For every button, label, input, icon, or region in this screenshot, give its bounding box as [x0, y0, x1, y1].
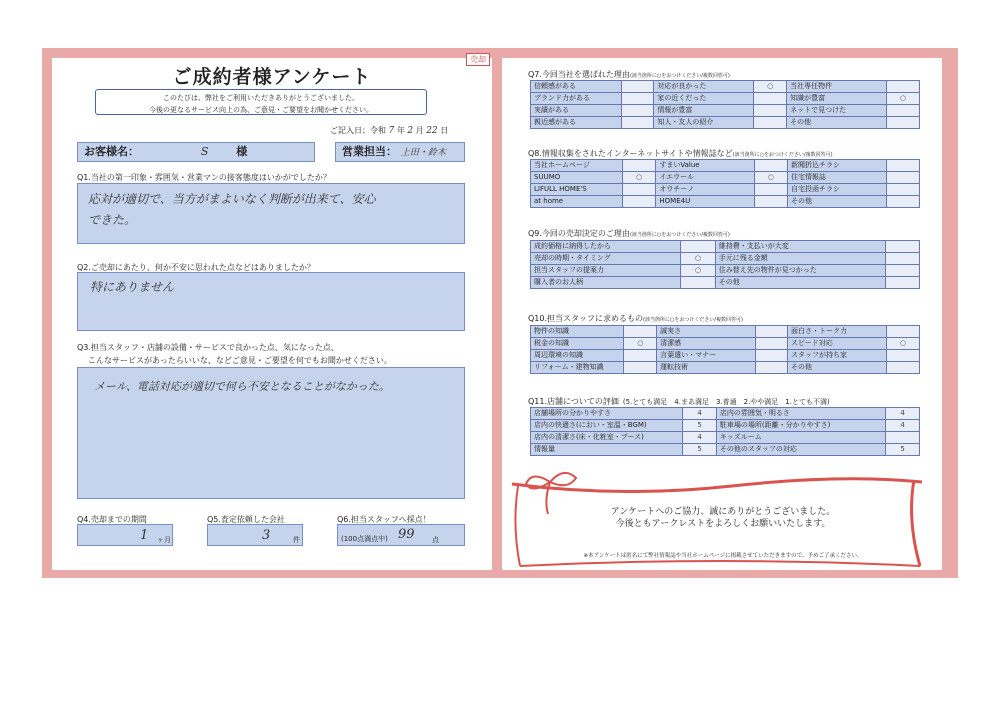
q8-option-label: 当社ホームページ [531, 160, 623, 172]
q3-answer-box [77, 367, 465, 499]
intro-line-1: このたびは、弊社をご利用いただきありがとうございました。 [163, 94, 359, 102]
q7-option-label: 知人・友人の紹介 [654, 117, 754, 129]
q11-option-mark[interactable]: 4 [886, 408, 920, 420]
q10-title: Q10.担当スタッフに求めるもの(該当箇所に○をおつけください/複数回答可) [528, 314, 743, 323]
q7-option-mark[interactable] [622, 105, 654, 117]
q8-option-mark[interactable] [887, 196, 920, 208]
q9-option-mark[interactable]: ○ [681, 253, 716, 265]
q10-option-label: リフォーム・建物知識 [531, 362, 624, 374]
q10-option-label: 周辺環境の知識 [531, 350, 624, 362]
q9-option-mark[interactable] [885, 253, 919, 265]
q11-option-mark[interactable] [886, 432, 920, 444]
q9-option-mark[interactable] [885, 265, 919, 277]
q10-option-mark[interactable]: ○ [887, 338, 920, 350]
q6-answer-box: (100点満点中) 99 点 [337, 524, 465, 546]
q7-option-label: 実績がある [531, 105, 622, 117]
q7-title: Q7.今回当社を選ばれた理由(該当箇所に○をおつけください/複数回答可) [528, 70, 730, 79]
anonymity-note: ※本アンケートは匿名にて弊社情報誌や当社ホームページに掲載させていただきますので、予めご了承ください。 [583, 553, 863, 559]
q10-option-mark[interactable] [624, 326, 657, 338]
q10-option-mark[interactable]: ○ [624, 338, 657, 350]
q4-answer-box: 1 ヶ月 [77, 524, 173, 546]
q10-option-mark[interactable] [887, 362, 920, 374]
q11-row [531, 444, 920, 456]
q10-option-mark[interactable] [756, 350, 788, 362]
q11-option-label: 情報量 [531, 444, 683, 456]
q11-option-mark[interactable]: 5 [683, 444, 717, 456]
customer-name-field: お客様名： S 様 [77, 142, 315, 162]
q9-row [531, 265, 920, 277]
q7-option-mark[interactable] [754, 117, 787, 129]
q9-option-mark[interactable] [681, 241, 716, 253]
q6-value: 99 [398, 527, 415, 542]
q10-option-mark[interactable] [624, 362, 657, 374]
q10-option-label: 誠実さ [657, 326, 756, 338]
q9-option-label: 担当スタッフの提案力 [531, 265, 681, 277]
q10-row [531, 362, 920, 374]
q9-row [531, 277, 920, 289]
date-month: 2 [407, 126, 414, 136]
q8-option-mark[interactable] [622, 160, 655, 172]
q8-option-label: 新聞折込チラシ [787, 160, 886, 172]
q9-option-label: 成約価格に納得したから [531, 241, 681, 253]
q10-option-mark[interactable] [756, 326, 788, 338]
q8-row [531, 196, 920, 208]
q8-option-mark[interactable] [887, 160, 920, 172]
q3-label-1: Q3.担当スタッフ・店舗の設備・サービスで良かった点、気になった点、 [77, 343, 339, 352]
q11-option-mark[interactable]: 4 [683, 432, 717, 444]
q5-value: 3 [262, 528, 271, 543]
q8-option-mark[interactable] [622, 184, 655, 196]
q9-option-label: 住み替え先の物件が見つかった [715, 265, 885, 277]
q7-option-label: 対応が良かった [654, 81, 754, 93]
q8-option-label: イエウール [656, 172, 754, 184]
q8-row [531, 184, 920, 196]
q10-option-label: 清潔感 [657, 338, 756, 350]
q11-option-label: 店内の清潔さ(床・化粧室・ブース) [531, 432, 683, 444]
q7-option-label: 知識が豊富 [787, 93, 887, 105]
q7-row [531, 93, 920, 105]
q10-option-mark[interactable] [756, 362, 788, 374]
q9-option-mark[interactable] [885, 241, 919, 253]
q10-option-label: 面白さ・トーク力 [788, 326, 887, 338]
q7-row [531, 81, 920, 93]
q9-option-label: その他 [715, 277, 885, 289]
q7-option-label: 当社専任物件 [787, 81, 887, 93]
q9-row [531, 241, 920, 253]
q1-answer-line-1: 応対が適切で、当方がまよいなく判断が出来て、安心 [88, 192, 376, 206]
q11-option-label: キッズルーム [716, 432, 885, 444]
q7-option-mark[interactable] [886, 117, 919, 129]
q8-title: Q8.情報収集をされたインターネットサイトや情報誌など(該当箇所に○をおつけください/複数回答可) [528, 149, 833, 158]
q7-option-mark[interactable] [622, 81, 654, 93]
q10-option-mark[interactable] [624, 350, 657, 362]
q8-option-label: LIFULL HOME'S [531, 184, 623, 196]
q11-option-mark[interactable]: 5 [683, 420, 717, 432]
q11-option-label: 駐車場の場所(距離・分かりやすさ) [716, 420, 885, 432]
q11-row [531, 408, 920, 420]
staff-value: 上田・鈴木 [400, 148, 446, 158]
thanks-line-1: アンケートへのご協力、誠にありがとうございました。 [610, 507, 836, 517]
q10-option-mark[interactable] [887, 326, 920, 338]
entry-date: ご記入日：令和 7 年 2 月 22 日 [330, 126, 449, 136]
q7-option-mark[interactable] [754, 105, 787, 117]
q2-answer: 特にありません [90, 280, 175, 294]
q6-label: Q6.担当スタッフへ採点！ [337, 515, 431, 524]
q11-row [531, 432, 920, 444]
q10-option-label: 物件の知識 [531, 326, 624, 338]
date-year: 7 [388, 126, 395, 136]
q8-option-label: その他 [787, 196, 886, 208]
q11-row [531, 420, 920, 432]
q8-option-mark[interactable]: ○ [754, 172, 787, 184]
q2-answer-box [77, 272, 465, 331]
q10-table [530, 325, 920, 374]
q11-option-mark[interactable]: 4 [683, 408, 717, 420]
q10-option-label: 税金の知識 [531, 338, 624, 350]
q8-row [531, 160, 920, 172]
intro-box [95, 89, 427, 115]
q10-option-mark[interactable] [887, 350, 920, 362]
q2-label: Q2.ご売却にあたり、何か不安に思われた点などはありましたか？ [77, 263, 315, 272]
q10-row [531, 350, 920, 362]
q11-title: Q11.店舗についての評価 (5.とても満足 4.まあ満足 3.普通 2.やや満足 1.とても不満) [528, 397, 830, 406]
q8-row [531, 172, 920, 184]
q10-option-label: 言葉遣い・マナー [657, 350, 756, 362]
q8-option-label: HOME4U [656, 196, 754, 208]
q7-option-label: 家の近くだった [654, 93, 754, 105]
q11-option-mark[interactable]: 5 [886, 444, 920, 456]
q3-answer: メール、電話対応が適切で何ら不安となることがなかった。 [94, 380, 390, 393]
q8-option-mark[interactable] [887, 172, 920, 184]
q5-label: Q5.査定依頼した会社 [207, 515, 285, 524]
q4-value: 1 [140, 528, 149, 543]
q9-row [531, 253, 920, 265]
q7-option-label: ネットで見つけた [787, 105, 887, 117]
q8-option-label: 自宅投函チラシ [787, 184, 886, 196]
q9-table [530, 240, 920, 289]
q9-option-label: 購入者のお人柄 [531, 277, 681, 289]
q8-option-label: at home [531, 196, 623, 208]
q7-option-mark[interactable]: ○ [754, 81, 787, 93]
q10-row [531, 326, 920, 338]
q8-option-mark[interactable] [887, 184, 920, 196]
q10-option-label: 運転技術 [657, 362, 756, 374]
q8-option-label: SUUMO [531, 172, 623, 184]
q4-label: Q4.売却までの期間 [77, 515, 147, 524]
date-day: 22 [426, 126, 438, 136]
page-title: ご成約者様アンケート [172, 66, 372, 88]
q7-option-mark[interactable]: ○ [886, 93, 919, 105]
q7-option-mark[interactable] [622, 93, 654, 105]
q10-option-mark[interactable] [756, 338, 788, 350]
staff-field: 営業担当： 上田・鈴木 [335, 142, 465, 162]
q9-option-mark[interactable] [885, 277, 919, 289]
q11-option-mark[interactable]: 4 [886, 420, 920, 432]
q7-table [530, 80, 920, 129]
q9-option-label: 手元に残る金額 [715, 253, 885, 265]
q10-option-label: その他 [788, 362, 887, 374]
q9-option-mark[interactable] [681, 277, 716, 289]
q8-table [530, 159, 920, 208]
q11-option-label: 店舗場所の分かりやすさ [531, 408, 683, 420]
q5-answer-box: 3 件 [207, 524, 303, 546]
q9-option-label: 維持費・支払いが大変 [715, 241, 885, 253]
q11-option-label: その他のスタッフの対応 [716, 444, 885, 456]
q8-option-label: オウチーノ [656, 184, 754, 196]
q7-option-label: ブランド力がある [531, 93, 622, 105]
q8-option-mark[interactable] [622, 196, 655, 208]
q10-option-label: スタッフが持ち家 [788, 350, 887, 362]
q11-table [530, 407, 920, 456]
q7-option-mark[interactable] [886, 81, 919, 93]
q7-option-mark[interactable] [886, 105, 919, 117]
q3-label-2: こんなサービスがあったらいいな、などご意見・ご要望を何でもお聞かせください。 [88, 356, 392, 365]
q1-label: Q1.当社の第一印象・雰囲気・営業マンの接客態度はいかがでしたか？ [77, 173, 331, 182]
q7-row [531, 105, 920, 117]
q7-option-label: 情報が豊富 [654, 105, 754, 117]
q8-option-mark[interactable] [754, 196, 787, 208]
q7-option-mark[interactable] [754, 93, 787, 105]
q1-answer-line-2: できた。 [88, 213, 137, 227]
q8-option-mark[interactable] [754, 184, 787, 196]
q7-option-label: その他 [787, 117, 887, 129]
q10-option-label: スピード対応 [788, 338, 887, 350]
q8-option-mark[interactable]: ○ [622, 172, 655, 184]
q8-option-label: すまいValue [656, 160, 754, 172]
q7-option-label: 親近感がある [531, 117, 622, 129]
q7-option-mark[interactable] [622, 117, 654, 129]
q11-option-label: 店内の雰囲気・明るさ [716, 408, 885, 420]
q1-answer-box [77, 183, 465, 244]
q9-option-label: 売却の時期・タイミング [531, 253, 681, 265]
thanks-line-2: 今後ともアークレストをよろしくお願いいたします。 [615, 519, 831, 529]
q9-option-mark[interactable]: ○ [681, 265, 716, 277]
q7-option-label: 信頼感がある [531, 81, 622, 93]
customer-name-value: S [200, 145, 209, 158]
q8-option-mark[interactable] [754, 160, 787, 172]
q9-title: Q9.今回の売却決定のご理由(該当箇所に○をおつけください/複数回答可) [528, 229, 730, 238]
thanks-message [508, 506, 938, 530]
q8-option-label: 住宅情報誌 [787, 172, 886, 184]
sale-tag: 売却 [466, 53, 490, 66]
q10-row [531, 338, 920, 350]
q11-option-label: 店内の快適さ(におい・室温・BGM) [531, 420, 683, 432]
intro-line-2: 今後の更なるサービス向上の為、ご意見・ご要望をお聞かせください。 [149, 106, 373, 114]
q7-row [531, 117, 920, 129]
